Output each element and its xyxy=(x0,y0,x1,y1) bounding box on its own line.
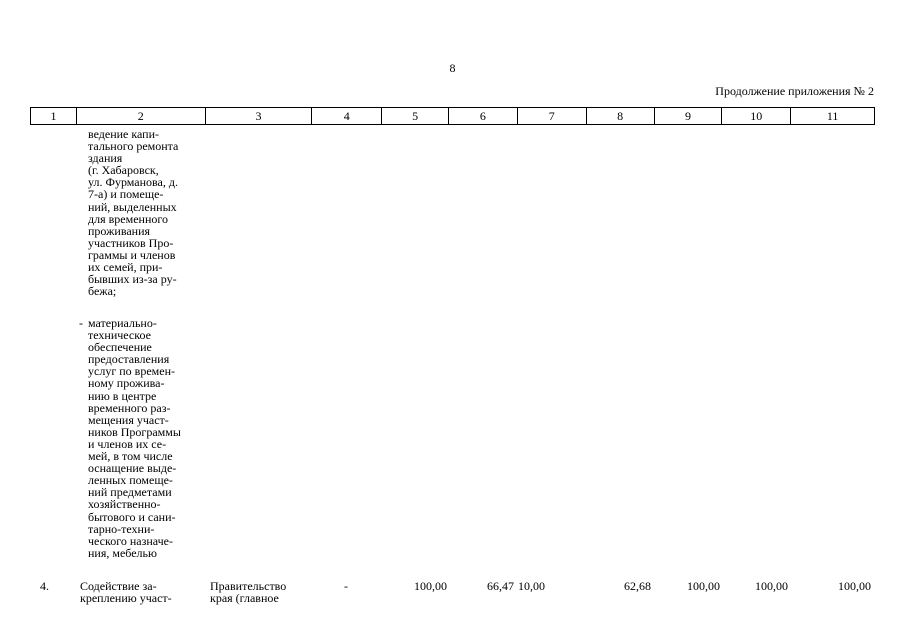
header-col-5: 5 xyxy=(382,108,449,124)
row-number: 4. xyxy=(40,579,49,593)
list-bullet-dash: - xyxy=(79,316,83,330)
page-number: 8 xyxy=(449,61,456,75)
row-name: Содействие за- креплению участ- xyxy=(80,579,172,606)
header-col-2: 2 xyxy=(77,108,206,124)
header-col-8: 8 xyxy=(587,108,655,124)
header-col-4: 4 xyxy=(312,108,382,124)
row-col9-value: 100,00 xyxy=(687,579,720,593)
row-col7-value: 10,00 xyxy=(518,579,545,593)
row-col11-value: 100,00 xyxy=(838,579,871,593)
header-col-10: 10 xyxy=(722,108,791,124)
header-col-1: 1 xyxy=(31,108,77,124)
row-executor: Правительство края (главное xyxy=(210,579,287,606)
row-col10-value: 100,00 xyxy=(755,579,788,593)
row-col6-value: 66,47 xyxy=(487,579,514,593)
header-col-9: 9 xyxy=(655,108,723,124)
header-col-6: 6 xyxy=(449,108,518,124)
table-header-row xyxy=(30,107,875,125)
row-col5-value: 100,00 xyxy=(414,579,447,593)
header-col-11: 11 xyxy=(826,109,839,123)
table-cell-continued-text: ведение капи- тального ремонта здания (г. Хабаровск, ул. Фурманова, д. 7-а) и помеще- ний, выделенных для временного проживания участников Про- граммы и членов их семей, при- бывших из-за ру- бежа; xyxy=(88,127,179,299)
row-col8-value: 62,68 xyxy=(624,579,651,593)
table-cell-continued-text: материально- техническое обеспечение предоставления услуг по времен- ному прожива- нию в центре временного раз- мещения участ- ников Программы и членов их се- мей, в том числе оснащение выде- ленных помеще- ний предметами хозяйственно- бытового и сани- тарно-техни- ческого назначе- ния, мебелью xyxy=(88,316,181,560)
appendix-label: Продолжение приложения № 2 xyxy=(715,84,874,98)
header-col-3: 3 xyxy=(206,108,313,124)
header-col-7: 7 xyxy=(518,108,587,124)
row-col4-value: - xyxy=(344,579,348,593)
